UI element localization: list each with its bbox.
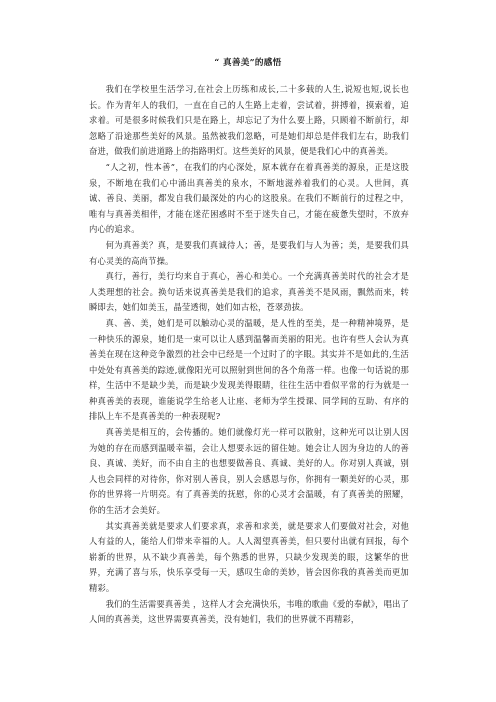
paragraph: 真、善、美，她们是可以触动心灵的温暖，是人性的至美，是一种精神境界，是一种快乐的源泉，她们是一束可以让人感到温馨而美丽的阳光。也许有些人会认为真善美在现在这种竞争激烈的社会中已经是一个过时了的字眼。其实并不是如此的,生活中处处有真善美的踪迹,就像阳光可以照射到世间的各个角落一样。也像一句话说的那样，生活中不是缺少美，而是缺少发现美得眼睛，往往生活中看似平常的行为就是一种真善美的表现，谁能说学生给老人让座、老师为学生授课、同学间的互助、有序的排队上车不是真善美的一种表现呢? <box>89 317 409 422</box>
paragraph: 真行，善行，美行均来自于真心，善心和美心。一个充满真善美时代的社会才是人类理想的社会。换句话来说真善美是我们的追求，真善美不是风雨，飘然而来，转瞬即去，她们如美玉，晶莹透彻，她们如古松，苍翠劲拔。 <box>89 271 409 313</box>
paragraph: 其实真善美就是要求人们要求真，求善和求美，就是要求人们要做对社会，对他人有益的人，能给人们带来幸福的人。人人渴望真善美，但只要付出就有回报，每个崭新的世界，从不缺少真善美，每个熟悉的世界，只缺少发现美的眼，这繁华的世界，充满了喜与乐，快乐享受每一天，感叹生命的美妙，皆会因你我的真善美而更加精彩。 <box>89 520 409 593</box>
paragraph: 真善美是相互的，会传播的。她们就像灯光一样可以散射，这种光可以让别人因为她的存在而感到温暖幸福，会让人想要永远的留住她。她会让人因为身边的人的善良、真诚、美好，而不由自主的也想要做善良、真诚、美好的人。你对别人真诚，别人也会同样的对待你，你对别人善良，别人会感恩与你，你拥有一颗美好的心灵，那你的世界将一片明亮。有了真善美的抚慰，你的心灵才会温暖，有了真善美的照耀，你的生活才会美好。 <box>89 427 409 516</box>
paragraph: 何为真善美？真，是要我们真诚待人；善，是要我们与人为善；美，是要我们具有心灵美的高尚节操。 <box>89 239 409 266</box>
document-body <box>89 82 409 628</box>
paragraph: 我们的生活需要真善美 ，这样人才会充满快乐，韦唯的歌曲《爱的奉献》，唱出了人间的真善美，这世界需要真善美，没有她们，我们的世界就不再精彩， <box>89 598 409 625</box>
paragraph: 我们在学校里生活学习,在社会上历练和成长,二十多载的人生,说短也短,说长也长。作为青年人的我们，一直在自己的人生路上走着，尝试着，拼搏着，摸索着，追求着。可是很多时候我们只是在路上，却忘记了为什么要上路，只顾着不断前行，却忽略了沿途那些美好的风景。虽然被我们忽略，可是她们却总是伴我们左右，助我们奋进，做我们前进道路上的指路明灯。这些美好的风景，便是我们心中的真善美。 <box>89 84 409 157</box>
document-title: “ 真善美”的感悟 <box>214 58 282 68</box>
paragraph: “人之初，性本善”，在我们的内心深处，原本就存在着真善美的源泉，正是这股泉，不断地在我们心中涌出真善美的泉水，不断地滋养着我们的心灵。人世间，真诚、善良、美丽，都发自我们最深处的内心的这股泉。在我们不断前行的过程之中，唯有与真善美相伴，才能在迷茫困惑时不至于迷失自己，才能在疲惫失望时，不放弃内心的追求。 <box>89 161 409 235</box>
